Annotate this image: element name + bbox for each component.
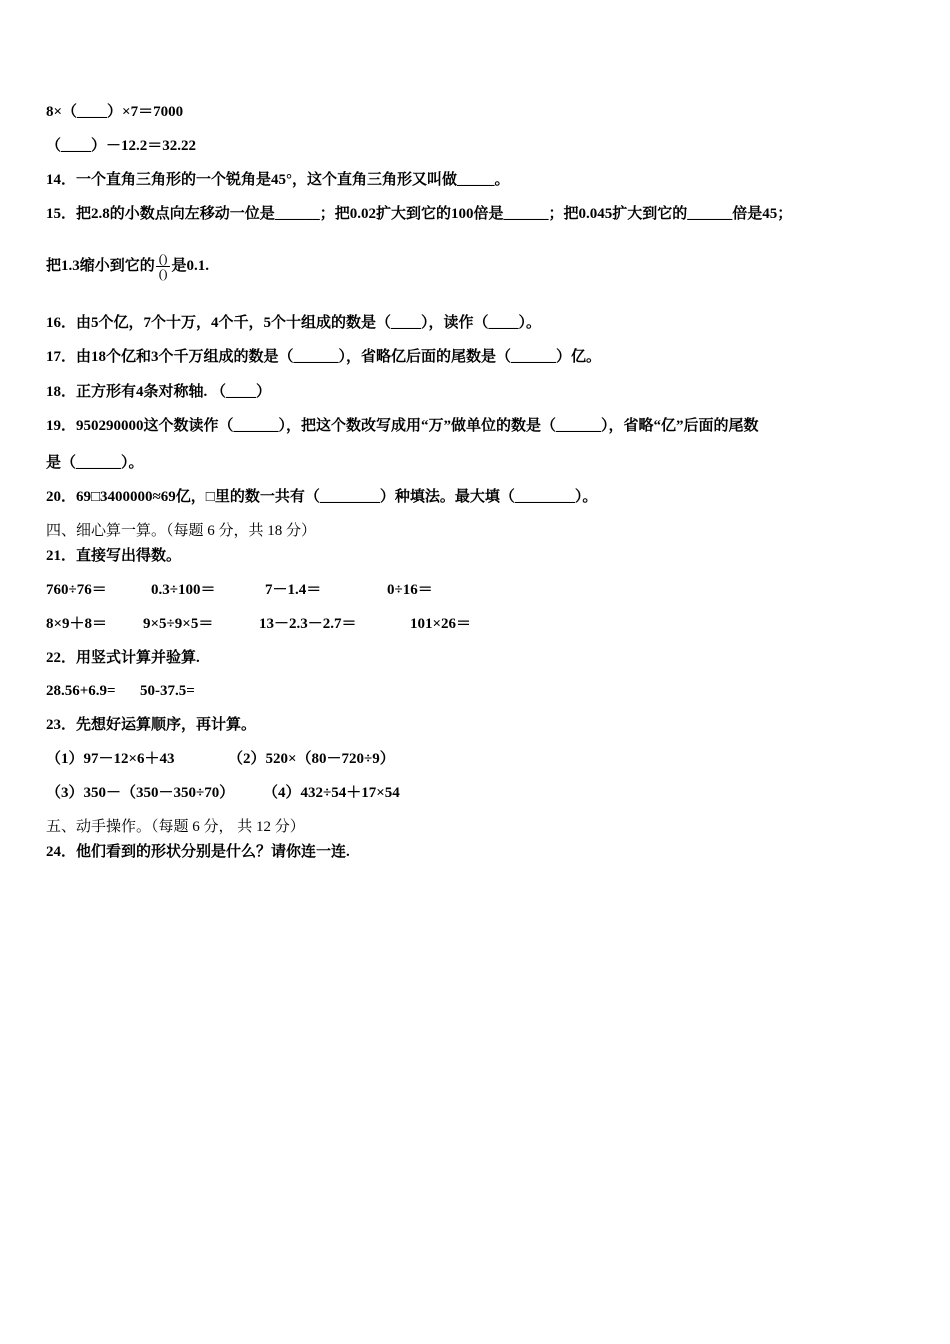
calc-item: 9×5÷9×5＝ [143, 616, 214, 632]
equation-line-1: 8×（____）×7＝7000 [46, 104, 184, 120]
calc-item: （4）432÷54＋17×54 [263, 785, 400, 801]
fraction-denominator: () [158, 266, 168, 281]
q15-suffix: 是0.1. [171, 257, 209, 274]
question-14: 14．一个直角三角形的一个锐角是45°，这个直角三角形又叫做_____。 [46, 172, 510, 188]
calc-item: 101×26＝ [410, 616, 472, 632]
question-19-part-1: 19．950290000这个数读作（______），把这个数改写成用“万”做单位的数是（______），省略“亿”后面的尾数 [46, 418, 759, 434]
calc-item: 28.56+6.9= [46, 683, 116, 699]
question-21-row-1 [46, 580, 433, 600]
question-15-part-1: 15．把2.8的小数点向左移动一位是______；把0.02扩大到它的100倍是______；把0.045扩大到它的______倍是45； [46, 206, 793, 222]
q15-prefix: 把1.3缩小到它的 [46, 257, 155, 274]
question-23-row-1 [46, 749, 395, 769]
fraction-numerator: () [156, 252, 171, 267]
section-5-heading: 五、动手操作。（每题 6 分， 共 12 分） [46, 819, 305, 835]
question-16: 16．由5个亿，7个十万，4个千，5个十组成的数是（____），读作（____）。 [46, 315, 542, 331]
question-22-row [46, 681, 195, 701]
fraction [156, 252, 171, 281]
calc-item: 50-37.5= [140, 683, 195, 699]
question-23-row-2 [46, 783, 400, 803]
question-15-part-2 [46, 252, 209, 281]
question-24: 24．他们看到的形状分别是什么？请你连一连. [46, 844, 350, 860]
calc-item: 13－2.3－2.7＝ [259, 616, 357, 632]
question-23: 23．先想好运算顺序，再计算。 [46, 717, 257, 733]
question-21-row-2 [46, 614, 471, 634]
question-17: 17．由18个亿和3个千万组成的数是（______），省略亿后面的尾数是（______）亿。 [46, 349, 602, 365]
calc-item: 7－1.4＝ [265, 582, 322, 598]
calc-item: （3）350－（350－350÷70） [46, 785, 235, 801]
calc-item: （2）520×（80－720÷9） [228, 751, 395, 767]
question-19-part-2: 是（______）。 [46, 455, 144, 471]
question-18: 18．正方形有4条对称轴. （____） [46, 384, 272, 400]
question-22: 22．用竖式计算并验算. [46, 650, 200, 666]
section-4-heading: 四、细心算一算。（每题 6 分，共 18 分） [46, 523, 317, 539]
calc-item: 0.3÷100＝ [151, 582, 216, 598]
calc-item: 8×9＋8＝ [46, 616, 108, 632]
question-20: 20．69□3400000≈69亿，□里的数一共有（________）种填法。最大填（________）。 [46, 489, 598, 505]
calc-item: （1）97－12×6＋43 [46, 751, 175, 767]
question-21: 21．直接写出得数。 [46, 548, 182, 564]
calc-item: 760÷76＝ [46, 582, 107, 598]
calc-item: 0÷16＝ [387, 582, 433, 598]
equation-line-2: （____）－12.2＝32.22 [46, 138, 197, 154]
